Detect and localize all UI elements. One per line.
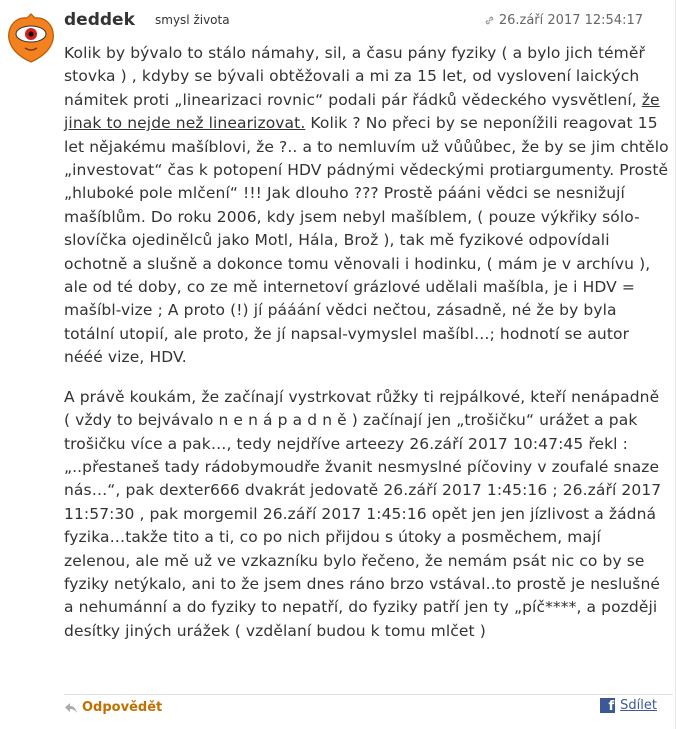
facebook-icon: f [600,698,615,713]
underlined-phrase: že jinak to nejde než linearizovat. [64,90,660,133]
author-tagline: smysl života [155,13,230,27]
paragraph-1-end: Kolik ? No přeci by se neponížili reagovat 15 let nějakému mašíblovi, že ?.. a to nemluvím už vůůůbec, že by se jim chtělo „investovat“ čas k potopení HDV pádnými vědeckými protiargumenty. Prostě „hluboké pole mlčení“ !!! Jak dlouho ??? Prostě pááni vědci se nesnižují mašíblům. Do roku 2006, kdy jsem nebyl mašíblem, ( pouze výkřiky sólo-slovíčka ojedinělců jako Motl, Hála, Brož ), tak mě fyzikové odpovídali ochotně a slušně a dokonce tomu věnovali i hodinku, ( mám je v archívu ), ale od té doby, co ze mě internetoví grázlové udělali mašíbla, je i HDV = mašíbl-vize ; A proto (!) jí pááání vědci nečtou, zásadně, né že by byla totální utopií, ale proto, že jí napsal-vymyslel mašíbl…; hodnotí se autor nééé vize, HDV. [64,114,669,367]
paragraph-1-start: Kolik by bývalo to stálo námahy, sil, a času pány fyziky ( a bylo jich téměř stovka ) , kdyby se bývali obtěžovali a mi za 15 let, od vyslovení laických námitek proti „linearizaci rovnic“ podali pár řádků vědeckého vysvětlení, [64,44,645,109]
avatar[interactable] [5,12,57,64]
reply-button[interactable] [64,700,162,715]
comment-body [64,42,670,659]
link-icon [484,15,495,26]
author-name[interactable]: deddek [64,10,135,30]
permalink[interactable] [484,13,643,28]
share-label: Sdílet [620,698,657,713]
comment-timestamp: 26.září 2017 12:54:17 [498,13,643,28]
footer-divider [64,694,673,695]
paragraph-2: A právě koukám, že začínají vystrkovat růžky ti rejpálkové, kteří nenápadně ( vždy to bejvávalo n e n á p a d n ě ) začínají jen „trošičku“ urážet a pak trošičku více a pak…, tedy nejdříve arteezy 26.září 2017 10:47:45 řekl : „..přestaneš tady rádobymoudře žvanit nesmyslné píčoviny v zoufalé snaze nás…“, pak dexter666 dvakrát jedovatě 26.září 2017 1:45:16 ; 26.září 2017 11:57:30 , pak morgemil 26.září 2017 1:45:16 opět jen jen jízlivost a žádná fyzika…takže tito a ti, co po nich přijdou s útoky a posměchem, mají zelenou, ale mě už ve vzkazníku bylo řečeno, že nemám psát nic co by se fyziky netýkalo, ani to že jsem dnes ráno brzo vstával..to prostě je neslušné a nehumánní a do fyziky to nepatří, do fyziky patří jen ty „píč****, a později desítky jiných urážek ( vzdělaní budou k tomu mlčet ) [64,387,662,640]
reply-label: Odpovědět [82,700,163,715]
reply-arrow-icon [64,702,78,714]
paragraph-1 [64,42,670,370]
share-button[interactable] [600,698,657,713]
